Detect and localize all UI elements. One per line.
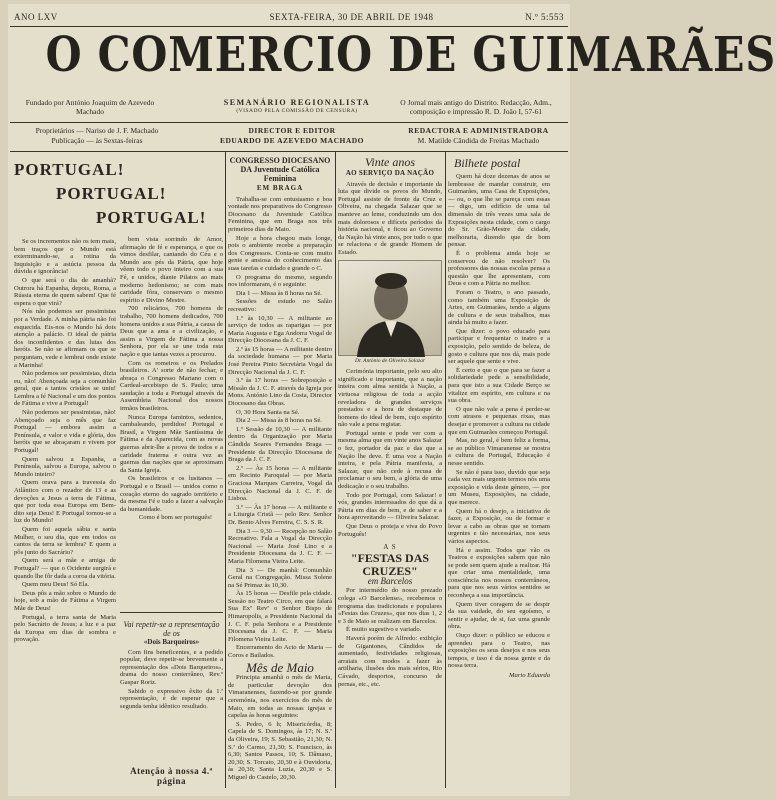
portugal-article-col1 [14,238,116,788]
paragraph: Foram o Teatro, o ano passado, como também uma Exposição de Artes, em Guimarães, tendo a alguns de cultura e de seus trabalhos, mas ainda há muito a fazer. [448,288,550,327]
paragraph: Encerramento do Acto de Maria — Coros e Bailados. [228,644,332,660]
paragraph: Dia 2 — Missa às 8 horas na Sé. [236,417,322,425]
columns-top-rule [10,151,568,152]
paragraph: Ouço dizer: o público se educou e aprendeu para o Teatro, nas exposições os seus desejos e nos seus tempos, e isso é da nossa gente e da nossa terra. [448,632,550,670]
salazar-portrait-photo [338,260,442,356]
vai-repetir-article [120,616,223,764]
paragraph: É o problema ainda hoje se conservou de não resolver? Os professores das nossas escolas pensa a questão que lhe apresentam, com Deus e com a Pátria no melhor. [448,249,550,288]
festas-prefix: A S [383,543,397,552]
paragraph: Se os incrementos não os tem mais, bem traços que o Mundo está exterminando-se, a rotina da Inquisição e a astúcia pessoa da dúvida e ignorância! [14,238,116,276]
section-rule [120,612,223,613]
paragraph: Não podemos ser pessimistas, dizia eu, não! Abençoada seja a comunhão geral, que a tantos cristãos se uniu! Lembra a fé Nacional e um dos pontos de Fátima e vive a Portugal! [14,370,116,408]
paragraph: 1.º Sessão de 10,30 — A militante dentro da Organização por Maria Cândida Soares Fernandes Braga — Presidente da Direcção Diocesana de Braga da J. C. F. [228,425,332,464]
paragraph: Deus pôs a mão sobre o Mundo de hoje, sob a mão de Fátima a Virgem Mãe de Deus! [14,589,116,612]
paragraph: Os brasileiros e os lusitanos — Portugal e o Brasil — unidos como o coração eterno do sagrado território e da mesma Fé e tudo a fazer a salvação da humanidade. [120,475,223,513]
article-title: Vai repetir-se a representação de os [123,620,220,638]
paragraph: 2.º às 15 horas — A militante dentro da sociedade humana — por Maria José Pereira Pinto Secretária Vogal da Direcção Nacional da J. C. F. [228,345,332,376]
paragraph: O programa do mesmo, segundo nos informaram, é o seguinte: [228,273,332,289]
paragraph: Quem tiver coragem de se despir da sua vaidade, do seu egoísmo, e sentir e ajudar, de si, faz uma grande obra. [448,600,550,631]
paragraph: Sessões de estudo no Salão recreativo: [228,298,332,313]
photo-caption: Dr. António de Oliveira Salazar [354,357,426,364]
paragraph: Portugal sente e pode ver com a mesma alma que em vinte anos Salazar o fez, portador da paz e das que a Nação lhe deve. É uma voz a Nação inteira, e pela Pátria manifesta, a Salazar, que não cede à recusa de proclamar o seu bem, a glória de uma dedicação e o seu trabalho. [338,429,442,491]
paragraph: É muito sugestivo e variado. [346,626,422,634]
paragraph: Com fins beneficentes, e a pedido popular, deve repetir-se brevemente a representação dos «Dois Barqueiros», drama do nosso conterrâneo, Rev.º Gaspar Roriz. [120,648,223,686]
paragraph: Não podemos ser pessimistas, não! Abençoado seja o mês que faz Portugal — embora assim a Península, e valor e vida e glória, dos heróis que se abraçaram e vivem por Portugal! [14,409,116,455]
paragraph: Dia 3 — De manhã: Comunhão Geral na Congregação. Missa Solene na Sé Primaz às 10,30. [228,566,332,589]
mes-de-maio-title: Mês de Maio [246,659,314,675]
paragraph: Principia amanhã o mês de Maria, de particular devoção dos Vimaranenses, fazendo-se por grande ceremónia, nos exercícios do mês de Maio, em todas as nossas igrejas e capelas às horas seguintes: [228,674,332,720]
staff-row [12,124,566,150]
paragraph: Mas, no geral, é bem feliz a forma, se ao público Vimaranense se mostra a cultura de Portugal, Educação é nesse sentido. [448,437,550,467]
censorship-note: (VISADO PELA COMISSÃO DE CENSURA) [236,108,358,114]
paragraph: Através de decisão e importante da luta que divide os povos do Mundo, Portugal assiste de fronte da Cruz e Oliveira, na chegada Salazar que se manteve ao leme, conduzindo um dos mais dolorosos e difíceis períodos da história nacional, e ficou ao Governo da Nação há vinte anos, por tudo o que se relaciona e de grande Homem de Estado. [338,180,442,256]
owners-text: Proprietários — Nariso de J. F. Machado [35,126,159,135]
issue-number: N.º 5:553 [525,12,564,22]
page-four-notice: Atenção à nossa 4.ª página [130,766,213,786]
administration-name: M. Matilde Cândida de Freitas Machado [417,136,540,145]
article-title: CONGRESSO DIOCESANO DA Juventude Católica Feminina [229,156,331,183]
festas-location: em Barcelos [367,575,413,586]
paragraph: Nunca Europa famintos, sedentos, cambaleando, perdidos! Portugal e Brasil, a Virgem Mãe Santíssima de Fátima e da Aparecida, com as novas guerras abrir-lhe a prova de todos e a caridade fraterna e outra vez as guerras das nações que se aproximam da Santa Igreja. [120,413,223,474]
vinte-anos-article [338,156,442,788]
paragraph: 1.º às 10,30 — A militante ao serviço de todos as raparigas — por Maria Augusta e Ega Andorra Vogal de Direcção Diocesana da J. C. F. [228,314,332,345]
administration-block [391,126,566,146]
paragraph: O que não vale a pena é perder-se com atrasos e pequenas rixas, mas desejar e promover a cultura na cidade que em Guimarães começou Portugal. [448,405,550,436]
paragraph: 700 relicários, 700 homens de trabalho, 700 homens dedicados, 700 homens unidos a sua Pátria, a causa de Deus que a ama e a civilização, e assim a Virgem de Fátima a nossa Senhora, por ela se une toda esta nação e que tantas vezes a procurou. [120,305,223,358]
paragraph: S. Pedro, 6 h; Misericórdia, 8; Capela de S. Domingos, às 17; N. S.ª da Oliveira, 19; S. Sebastião, 21,30; N. S.ª do Carmo, 21,30; S. Francisco, às 6,30; Santos Passos, 10; S. Dâmaso, 20,30; S. Torcato, 20,30 e à Ouvidoria, às 20,30; Santa Luzia, 20,30 e S. Miguel do Castelo, 20,30. [228,720,332,781]
owners-block [12,126,182,146]
oldest-note: O Jornal mais antigo do Distrito. Redacção, Adm., composição e impressão R. D. João I, 57-61 [400,98,552,116]
director-block [197,126,387,146]
paragraph: Sabido o expressivo êxito da 1.ª representação, é de esperar que a segunda tenha idêntico resultado. [120,687,223,710]
issue-line [14,12,564,26]
paragraph: Quem há doze dezenas de anos se lembrasse de mandar construir, em Guimarães, uma Casa de Exposições, — ou, o que lhe se pareça com essas — digo, um edifício de uma tal dimensão de três vezes uma sala de Exposições nesta cidade, com o cargo do Sr. Grão-Mestre da cidade, melhoraria, dizendo que de bom pensar. [448,173,550,249]
portugal-headline [14,158,224,230]
headline-line-3: PORTUGAL! [96,208,207,227]
festas-headline [338,544,442,585]
paragraph: Dia 3 — 9,30 — Recepção no Salão Recreativo. Fala a Vogal da Direcção Nacional — Maria José Lino e a Presidente Diocesana da J. C. F. — Maria Filomena Vieira Leite. [228,527,332,565]
paragraph: Há e assim. Todos que vão os Teatros e exposições sabem que não se pode sem quem ajude a realizar. Há que criar uma mentalidade, uma consciência nos nossos conterrâneos, para que nos seus vários sentidos se reconheça a sua importância. [448,546,550,600]
paragraph: 3.º — Às 17 horas — A militante e a Liturgia Cristã — pelo Rev. Senhor Dr. Bento Alves Ferreira, C. S. S. R. [228,503,332,526]
paragraph: Quem salvou a Espanha, a Península, salvou a Europa, salvou o Mundo inteiro? [14,455,116,478]
issue-date: SEXTA-FEIRA, 30 DE ABRIL DE 1948 [269,12,434,22]
paragraph: Quem há o desejo, a iniciativa de fazer, a Exposição, ou de formar e levar a cabo as obras que se tornam urgentes e tão necessárias, nos seus vários aspectos. [448,507,550,545]
paragraph: O que será o dia de amanhã? Outrora há Espanha, depois, Roma, a Rússia eterna de quem sabem! Que fé espera o que virá? [14,276,116,307]
headline-line-2: PORTUGAL! [56,184,167,203]
paragraph: Se não é para isso, duvido que seja cada vez mais urgente termos nós uma exposição e vida deste género, — por um Museu, Exposições, na cidade, que merece. [448,468,550,506]
festas-title: "FESTAS DAS CRUZES" [350,550,430,578]
headline-line-1: PORTUGAL! [14,160,125,179]
paragraph: Que dizer: o povo educado para participar e frequentar o teatro e a exposição, pelo sentido de beleza, de gosto e cultura que nos dá, mais pode ser aquele que sente e vive. [448,327,550,366]
header-rule [10,122,568,123]
administration-label: REDACTORA E ADMINISTRADORA [408,126,549,135]
portugal-article-col2 [120,236,223,608]
paragraph: É certo e que o que para se fazer a solidariedade pede a sensibilidade, para que isto a sua Cidade Berço se vitalize em espírito, em cultura e na sua obra. [448,366,550,405]
portrait-illustration [339,261,443,357]
paragraph: Que Deus o proteja e viva do Povo Português! [338,523,442,538]
article-subtitle: AO SERVIÇO DA NAÇÃO [345,169,435,177]
paragraph: Nós não podemos ser pessimistas por a Verdade. A minha pátria não foi esquecida. Eis-nos o Mundo há dois atenção a palácio. O ideal de pátria dos inconfidentes e das lutas dos heróis. Se não se afirmam os que se perguntam, vede e lembrai onde existe a Marinha! [14,308,116,369]
paragraph: Cerimónia importante, pelo seu alto significado e importante, que a nação inteira com alma sentida à Nação, a virtuosa religiosa de toda a acção reveladora de grandes serviços prestados e a hora de destaque de homens do ideal de bem, cujo espírito não vale a pena registar. [338,368,442,429]
director-label: DIRECTOR E EDITOR [248,126,336,135]
column-divider [225,152,226,788]
column-divider [445,152,446,788]
publication-text: Publicação — às Sextas-feiras [51,136,143,145]
paragraph: Por intermédio do nosso prezado colega «O Barcelense», recebemos o programa das tradicionais e populares «Festas das Cruzes», que nos dias 1, 2 e 3 de Maio se realizam em Barcelos. [338,587,442,625]
paragraph: Quem será a mãe e amiga de Portugal? — que o Ocidente surgirá e quando lhe fôr dada a coroa da vitória. [14,557,116,580]
founded-note: Fundado por António Joaquim de Azevedo Machado [25,98,155,116]
paragraph: Quem meu Deus! Só Ela. [22,581,90,589]
paragraph: Às 15 horas — Desfile pela cidade. Sessão no Teatro Circo, em que falará Sua Exª Revª o Senhor Bispo de Himaropolis, a Presidente Nacional da J. C. F. pela Senhora e a Presidente Diocesana da J. C. F. — Maria Filomena Vieira Leite. [228,590,332,643]
article-title: Vinte anos [364,155,416,169]
paragraph: O, 30 Hora Santa na Sé. [236,408,300,416]
paragraph: 2.º — Às 15 horas — A militante em Recinto Paroquial — por Maria Graciosa Marques Carreira, Vogal da Direcção Nacional da J. C. F. de Lisboa. [228,464,332,503]
paragraph: Com os romeiros e os Prelados brasileiros. A' sorte de não fechar, e abraça o Congresso Mariano com o Cardeal-arcebispo de S. Paulo; uma saudação a toda a Portugal através da Assembleia Nacional dos nossos irmãos brasileiros. [120,359,223,413]
congresso-article [228,156,332,788]
paragraph: Quem orava para a travessia do Atlântico com o rezador de 13 e as devoções a Jesus a terra de Fátima, que por toda essa Europa em Bem-dito seja Deus! E Portugal tornou-se a luz do Mundo! [14,479,116,525]
masthead-title: O COMERCIO DE GUIMARÃES [45,27,776,83]
paragraph: Todo por Portugal, com Salazar! e vós, grandes interessados do que dá a Pátria em dias de bem, e de saber e a hora aproveitando — Oliveira Salazar. [338,491,442,522]
issue-year: ANO LXV [14,12,58,22]
author-signature: Mario Eduarda [509,672,550,679]
paragraph: Trabalha-se com entusiasmo e boa vontade nos preparativos do Congresso Diocesano da Juventude Católica Feminina, que em Braga nos três primeiros dias de Maio. [228,195,332,233]
paragraph: Portugal, a terra santa de Maria pelo Sacrário de Jesus; a luz e a paz da Europa em dias de sombra e provação. [14,613,116,644]
column-divider [335,152,336,788]
article-place: EM BRAGA [256,184,304,192]
weekly-label: SEMANÁRIO REGIONALISTA [223,98,371,107]
paragraph: Haverá porém de Alfredo: exibição de Gigantones, Cândidos de aumentado, festividades religiosas, arraiais com modos a fazer às artilharia, ilusões dos mais sérios, Rio Cávado, desportos, concurso de pernas, etc., etc. [338,634,442,688]
article-subtitle: «Dois Barqueiros» [143,638,200,646]
weekly-label-block [197,98,397,116]
paragraph: Quem foi aquela sábia e santa Mulher, o seu dia, que em todos os cantos da terra se lembra? E quem a pôs junto do Sacrário? [14,525,116,556]
paragraph: 3.º às 17 horas — Sobreposição e Missão da J. C. F. através da Igreja por Mons. António Lino da Costa, Director Diocesano das Obras. [228,377,332,408]
paragraph: Hoje a hora chegou mais longe, pois o ambiente recebe a preparação dos Congressos. Conta-se com muito gente e ansiosa do conhecimento das suas tarefas e cuidado e grande o C. [228,234,332,272]
bilhete-postal-article [448,156,550,788]
paragraph: bem vista sorrindo de Amor, afirmação de fé e esperança, e que os vimos desfilar, cantando do Céu e o Mundo aos pés da Pátria, que hoje vêem todo o povo inteiro com a sua Fé, e unidos, diante Pilatos ao mais moderno hedonismo; se com mais caridade fôra, conservam o mesmo espírito e Divino Mestre. [120,236,223,304]
article-title: Bilhete postal [454,156,521,170]
director-name: EDUARDO DE AZEVEDO MACHADO [219,136,365,145]
paragraph: Dia 1 — Missa às 8 horas na Sé. [236,289,322,297]
paragraph: Como é bom ser português! [138,514,213,522]
